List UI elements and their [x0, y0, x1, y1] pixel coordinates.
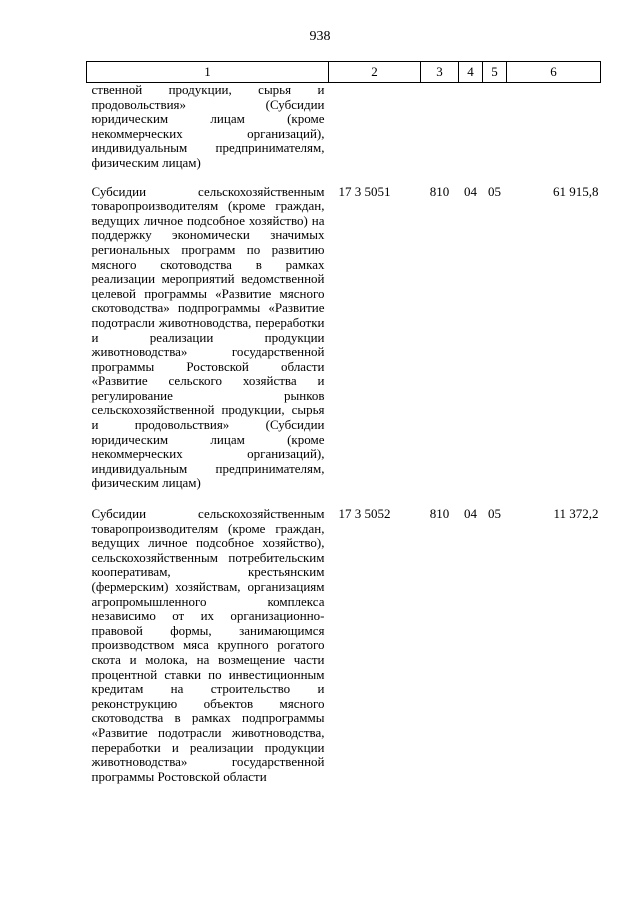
row-description: Субсидии сельскохозяйственным товаропроизводителям (кроме граждан, ведущих личное подсобное хозяйство) на поддержку экономически значимых региональных программ по развитию мясного скотоводства в рамках реализации мероприятий ведомственной целевой программы «Развитие мясного скотоводства» подпрограммы «Развитие подотрасли животноводства, переработки и реализации продукции животноводства» государственной программы Ростовской области «Развитие сельского хозяйства и регулирование рынков сельскохозяйственной продукции, сырья и продовольствия» (Субсидии юридическим лицам (кроме некоммерческих организаций), индивидуальным предпринимателям, физическим лицам)	[91, 183, 325, 491]
row-col4	[459, 83, 483, 175]
budget-table	[86, 61, 601, 784]
row-col5: 05	[488, 183, 501, 199]
row-description: ственной продукции, сырья и продовольствия» (Субсидии юридическим лицам (кроме некоммерческих организаций), индивидуальным предпринимателям, физическим лицам)	[91, 82, 325, 170]
column-header-3: 3	[421, 62, 459, 83]
table-row	[87, 175, 601, 497]
column-header-1: 1	[87, 62, 329, 83]
table-header	[87, 62, 601, 83]
row-amount: 11 372,2	[553, 506, 599, 522]
row-col3: 810	[429, 506, 450, 522]
table-body	[87, 83, 601, 785]
row-amount	[507, 83, 601, 175]
row-code: 17 3 5052	[338, 506, 391, 522]
row-col3	[421, 83, 459, 175]
row-code	[329, 83, 421, 175]
row-description: Субсидии сельскохозяйственным товаропроизводителям (кроме граждан, ведущих личное подсобное хозяйство), сельскохозяйственным потребительским кооперативам, крестьянским (фермерским) хозяйствам, организациям агропромышленного комплекса независимо от их организационно-правовой формы, занимающимся производством мяса крупного рогатого скота и молока, на возмещение части процентной ставки по инвестиционным кредитам на строительство и реконструкцию объектов мясного скотоводства в рамках подпрограммы «Развитие подотрасли животноводства, переработки и реализации продукции животноводства» государственной программы Ростовской области	[91, 506, 325, 784]
column-header-4: 4	[459, 62, 483, 83]
column-header-6: 6	[507, 62, 601, 83]
row-col3: 810	[429, 183, 450, 199]
row-amount: 61 915,8	[553, 183, 599, 199]
table-row	[87, 497, 601, 784]
row-col5	[483, 83, 507, 175]
row-col4: 04	[464, 183, 477, 199]
column-header-5: 5	[483, 62, 507, 83]
header-row	[87, 62, 601, 83]
column-header-2: 2	[329, 62, 421, 83]
row-col5: 05	[488, 506, 501, 522]
table-row	[87, 83, 601, 175]
row-col4: 04	[464, 506, 477, 522]
page-number: 938	[309, 29, 331, 44]
row-code: 17 3 5051	[338, 183, 391, 199]
